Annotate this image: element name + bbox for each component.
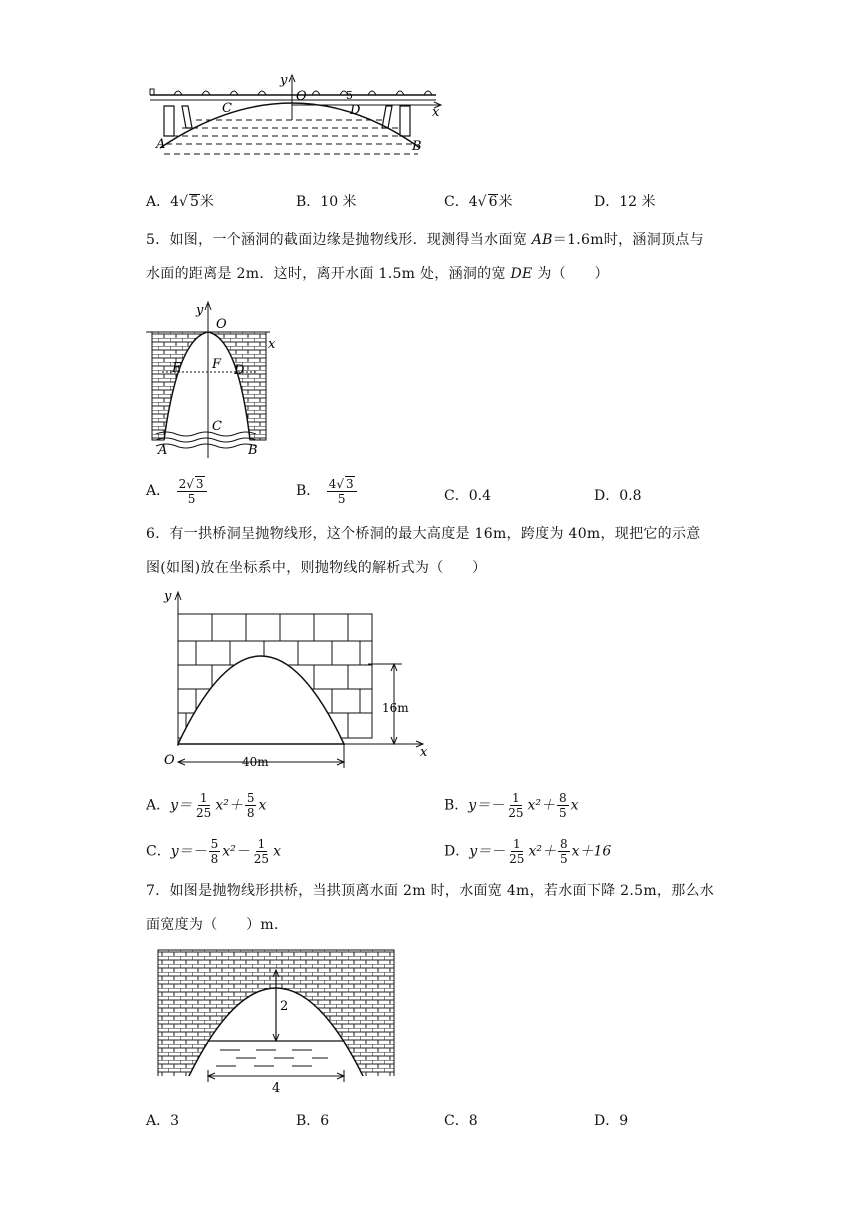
q7-arch-bridge-figure <box>156 948 398 1076</box>
q7-width-dimension <box>200 1070 360 1096</box>
q6-option-b[interactable]: B．y＝－ $\frac{1}{25}$ x²＋ $\frac{8}{5}$ x <box>444 791 579 820</box>
q7-option-a[interactable]: A．3 <box>146 1113 180 1129</box>
fig4-label-c: C <box>222 101 232 116</box>
q5-option-c[interactable]: C．0.4 <box>444 488 491 504</box>
fig5-label-o: O <box>216 317 227 332</box>
q4-option-b[interactable]: B．10 米 <box>296 194 357 210</box>
fig5-label-c: C <box>212 419 222 434</box>
fig4-label-d: D <box>350 103 361 118</box>
fig6-label-span: 40m <box>242 755 269 769</box>
q7-option-d[interactable]: D．9 <box>594 1113 629 1129</box>
fig5-label-e: E <box>172 361 182 376</box>
fig4-label-a: A <box>156 137 166 152</box>
fig5-label-f: F <box>212 357 222 372</box>
fig5-label-d: D <box>234 363 245 378</box>
fig5-label-a: A <box>158 443 168 458</box>
fig4-label-x: x <box>432 105 440 120</box>
q4-option-c[interactable]: C．4√ 6米 <box>444 194 513 210</box>
q5-option-b[interactable]: B． $\frac{4√ 3}{5}$ <box>296 476 359 506</box>
q5-stem-line2: 水面的距离是 2m．这时，离开水面 1.5m 处，涵洞的宽 DE 为（ ） <box>146 266 609 282</box>
fig7-label-height: 2 <box>280 999 289 1014</box>
q7-option-c[interactable]: C．8 <box>444 1113 478 1129</box>
q7-stem-line1: 7．如图是抛物线形拱桥，当拱顶离水面 2m 时，水面宽 4m，若水面下降 2.5m，那么水 <box>146 883 715 899</box>
fig4-label-b: B <box>412 139 422 154</box>
q4-bridge-figure <box>146 70 446 165</box>
fig6-label-height: 16m <box>382 701 409 715</box>
fig6-label-x: x <box>420 745 428 760</box>
q7-option-b[interactable]: B．6 <box>296 1113 330 1129</box>
q5-culvert-figure <box>146 298 286 460</box>
fig5-label-b: B <box>248 443 258 458</box>
q6-option-d[interactable]: D．y＝－ $\frac{1}{25}$ x²＋ $\frac{8}{5}$ x＋16 <box>444 837 612 866</box>
q6-arch-figure <box>146 588 436 770</box>
q7-stem-line2: 面宽度为（ ）m． <box>146 917 289 933</box>
fig4-label-o: O <box>296 89 307 104</box>
fig6-label-y: y <box>164 589 172 604</box>
q6-stem-line1: 6．有一拱桥洞呈抛物线形，这个桥洞的最大高度是 16m，跨度为 40m，现把它的示意 <box>146 526 701 542</box>
fig4-label-tick5: 5 <box>346 89 353 102</box>
q4-option-d[interactable]: D．12 米 <box>594 194 656 210</box>
fig6-label-o: O <box>164 753 175 768</box>
fig7-label-width: 4 <box>272 1081 281 1096</box>
fig4-label-y: y <box>280 73 288 88</box>
fig5-label-y: y <box>196 303 204 318</box>
q5-option-a[interactable]: A． $\frac{2√ 3}{5}$ <box>146 476 209 506</box>
q6-option-a[interactable]: A．y＝ $\frac{1}{25}$ x²＋ $\frac{5}{8}$ x <box>146 791 267 820</box>
q5-stem-line1: 5．如图，一个涵洞的截面边缘是抛物线形．现测得当水面宽 AB＝1.6m时，涵洞顶点与 <box>146 232 704 248</box>
q6-option-c[interactable]: C．y＝－ $\frac{5}{8}$ x²－ $\frac{1}{25}$ x <box>146 837 281 866</box>
fig5-label-x: x <box>268 337 276 352</box>
q5-option-d[interactable]: D．0.8 <box>594 488 642 504</box>
q4-option-a[interactable]: A．4√ 5米 <box>146 194 214 210</box>
q6-stem-line2: 图(如图)放在坐标系中，则抛物线的解析式为（ ） <box>146 560 487 576</box>
